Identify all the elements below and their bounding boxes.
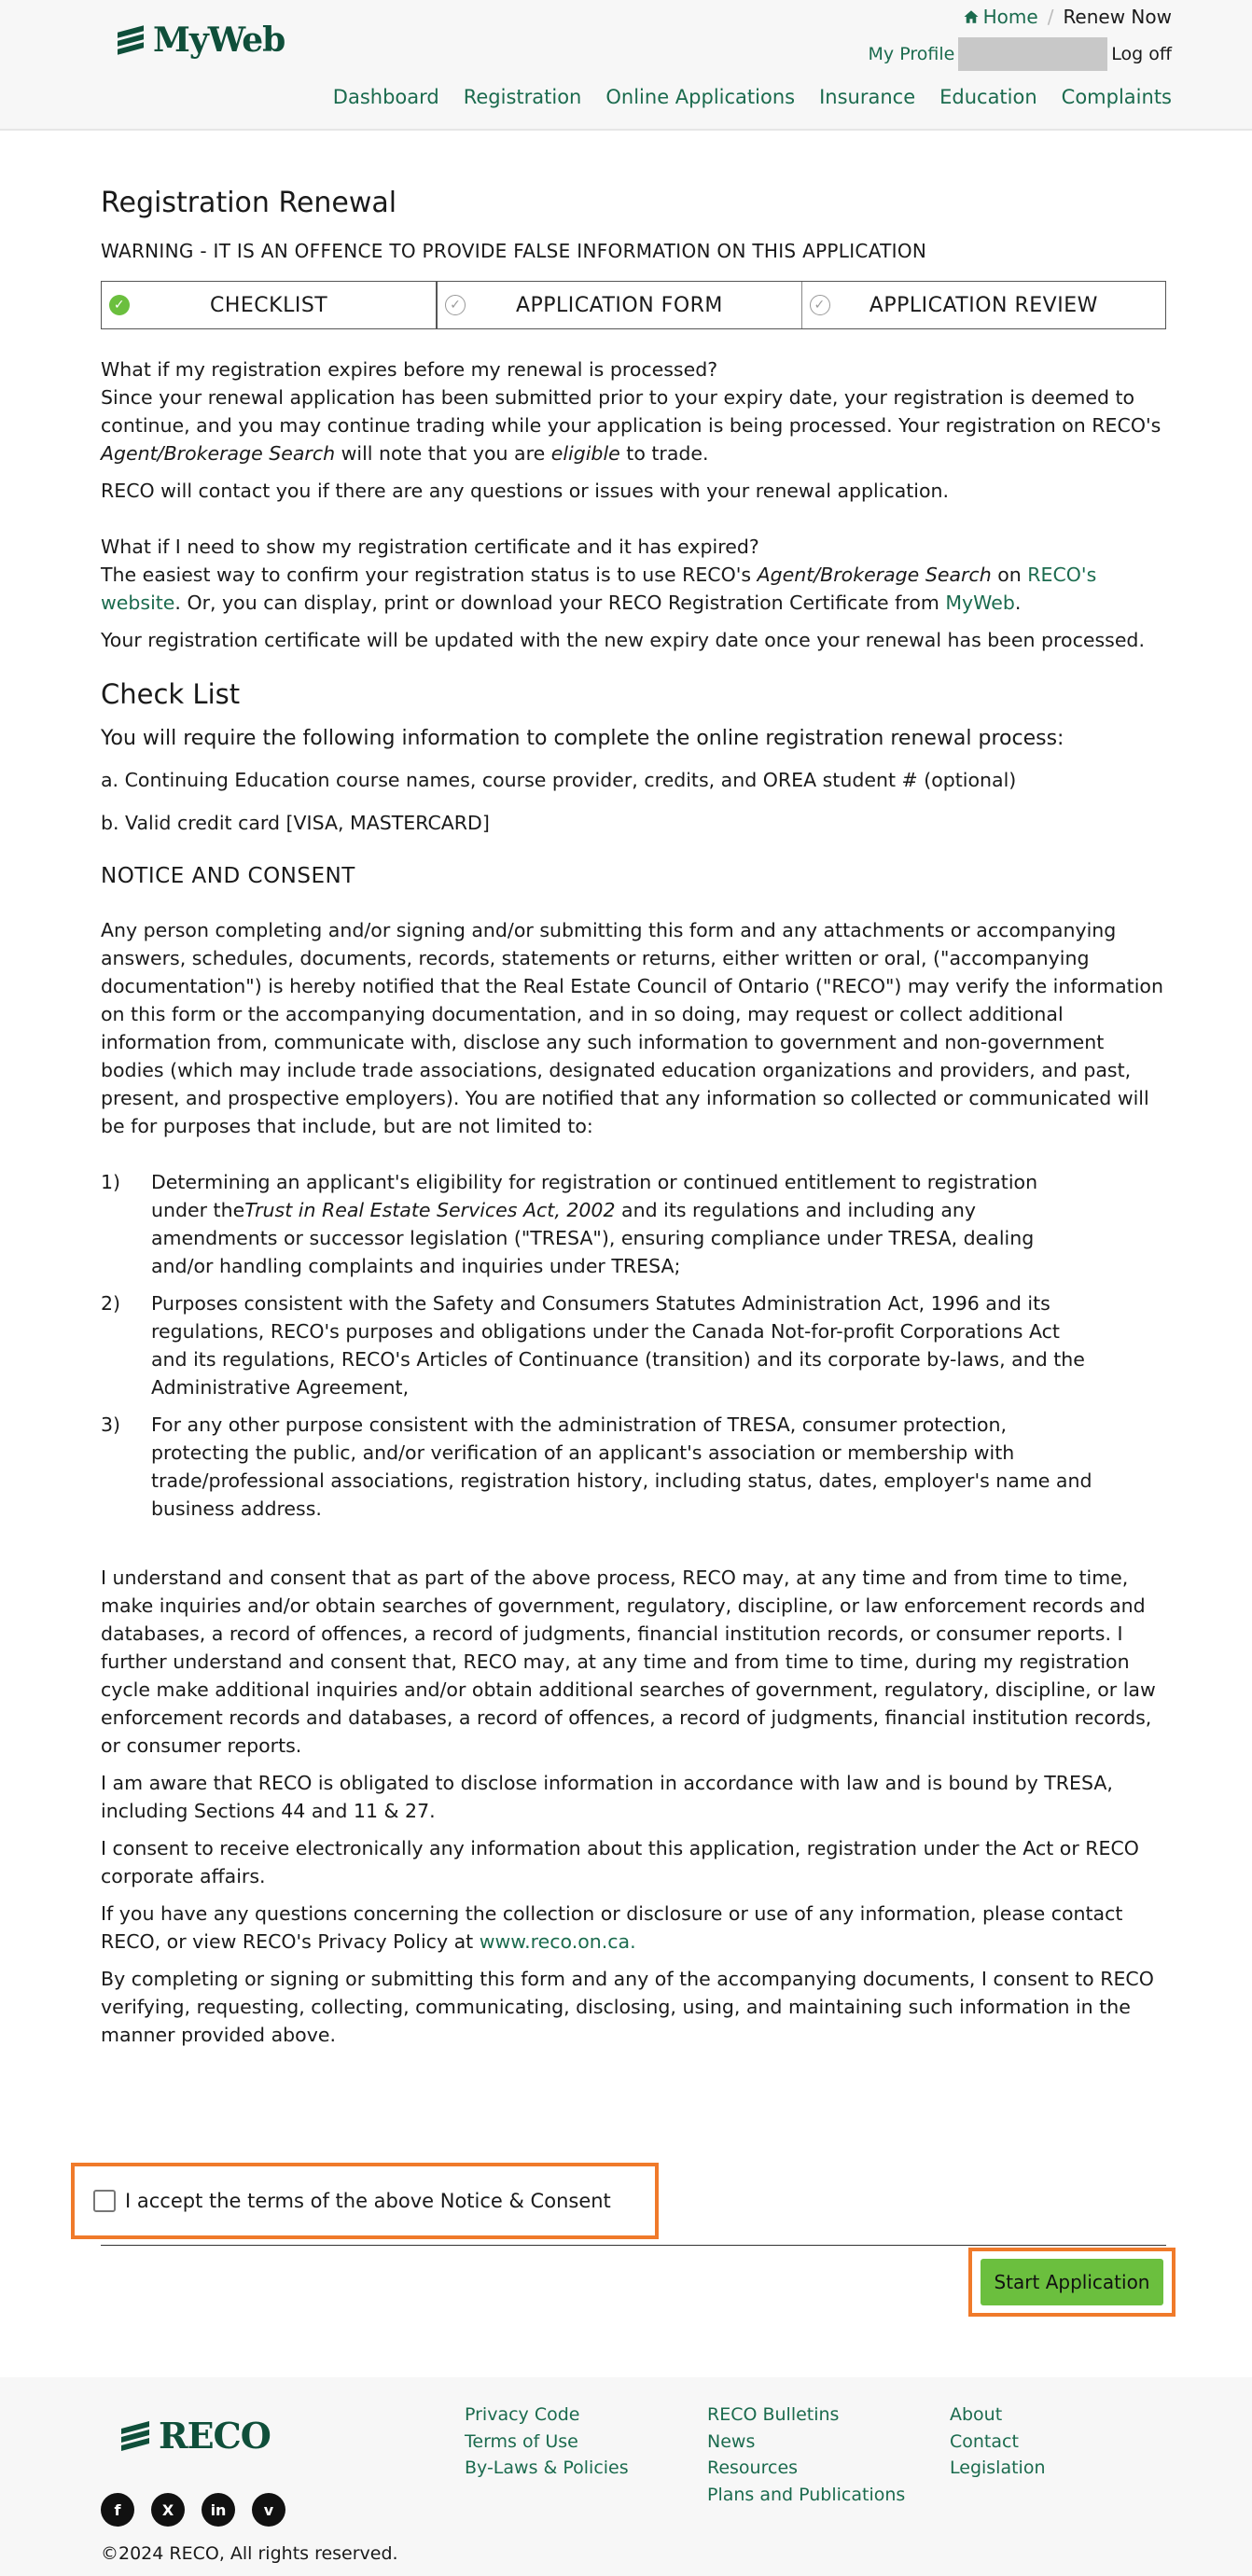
reco-logo[interactable] — [121, 2415, 271, 2457]
purposes-list — [101, 1168, 1166, 1523]
logo-mark-icon — [118, 29, 144, 51]
x-icon[interactable]: X — [151, 2493, 185, 2527]
checklist-intro: You will require the following information to complete the online registration renewal process: — [101, 727, 1064, 750]
faq1-answer: Since your renewal application has been submitted prior to your expiry date, your registration is deemed to continue, and you may continue trading while your application is being processed. Your registration on RECO's Agent/Brokerage Search will note that you are eligible to trade. — [101, 386, 1162, 465]
social-links — [101, 2493, 285, 2527]
footer-link[interactable]: Contact — [950, 2430, 1019, 2452]
faq2 — [101, 533, 1166, 617]
my-profile-link[interactable]: My Profile — [868, 44, 955, 64]
footer-link[interactable]: By-Laws & Policies — [465, 2458, 629, 2478]
facebook-icon[interactable]: f — [101, 2493, 134, 2527]
reco-site-link[interactable]: www.reco.on.ca. — [479, 1930, 636, 1953]
step-label: APPLICATION REVIEW — [869, 293, 1098, 317]
nav-insurance[interactable]: Insurance — [819, 86, 916, 108]
consent-paragraph-5: By completing or signing or submitting this form and any of the accompanying documents, I consent to RECO verifying, requesting, collecting, communicating, disclosing, using, and maintaining such information in the manner provided above. — [101, 1968, 1154, 2046]
notice-heading: NOTICE AND CONSENT — [101, 864, 355, 888]
footer-logo-text: RECO — [159, 2415, 271, 2457]
footer-link[interactable]: Terms of Use — [465, 2430, 578, 2452]
nav-online-applications[interactable]: Online Applications — [605, 86, 796, 108]
footer-link[interactable]: Plans and Publications — [707, 2484, 906, 2505]
accept-terms-highlight — [71, 2163, 659, 2239]
site-header — [0, 0, 1252, 131]
notice-paragraph: Any person completing and/or signing and/or submitting this form and any attachments or accompanying answers, schedules, documents, records, statements or returns, either written or oral, ("accompanying documentation") is hereby notified that the Real Estate Council of Ontario ("RECO") may verify the information on this form or the accompanying documentation, and in so doing, may request or collect additional information from, communicate with, disclose any such information to government and non-government bodies (which may include trade associations, designated education organizations and providers, and past, present, and prospective employers). You are notified that any information so collected or communicated will be for purposes that include, but are not limited to: — [101, 919, 1163, 1137]
step-label: CHECKLIST — [209, 293, 328, 317]
footer-col-3 — [950, 2403, 1046, 2480]
nav-dashboard[interactable]: Dashboard — [332, 86, 439, 108]
home-icon — [963, 8, 980, 25]
list-item: 3) For any other purpose consistent with the administration of TRESA, consumer protection, protecting the public, and/or verification of an applicant's association or membership with trade/professional associations, registration history, including status, dates, employer's name and business address. — [101, 1413, 1092, 1520]
breadcrumb-home[interactable] — [963, 6, 1038, 28]
faq2-answer: The easiest way to confirm your registration status is to use RECO's Agent/Brokerage Search on RECO's website. Or, you can display, print or download your RECO Registration Certificate from MyWeb. — [101, 564, 1097, 614]
consent-paragraph-3: I consent to receive electronically any information about this application, registration under the Act or RECO corporate affairs. — [101, 1837, 1139, 1887]
vimeo-icon[interactable]: v — [252, 2493, 285, 2527]
step-application-form — [438, 282, 801, 328]
footer-col-2 — [707, 2403, 905, 2506]
step-label: APPLICATION FORM — [515, 293, 723, 317]
consent-paragraph-2: I am aware that RECO is obligated to disclose information in accordance with law and is bound by TRESA, including Sections 44 and 11 & 27. — [101, 1772, 1113, 1822]
step-application-review — [802, 282, 1165, 328]
breadcrumb-current: Renew Now — [1063, 6, 1172, 28]
breadcrumb-separator: / — [1047, 6, 1054, 28]
footer-link[interactable]: Resources — [707, 2458, 799, 2478]
consent-paragraph-1: I understand and consent that as part of the above process, RECO may, at any time and from time to time, make inquiries and/or obtain searches of government, regulatory, discipline, or law enforcement records and databases, a record of offences, a record of judgments, financial institution records, or consumer reports. I further understand and consent that, RECO may, at any time and from time to time, during my registration cycle make additional inquiries and/or obtain additional searches of government, regulatory, discipline, or law enforcement records and databases, a record of offences, a record of judgments, financial institution records, or consumer reports. — [101, 1566, 1156, 1757]
warning-text: WARNING - IT IS AN OFFENCE TO PROVIDE FALSE INFORMATION ON THIS APPLICATION — [101, 240, 927, 262]
linkedin-icon[interactable]: in — [202, 2493, 235, 2527]
check-circle-icon: ✓ — [109, 295, 130, 315]
nav-education[interactable]: Education — [939, 86, 1037, 108]
footer-link[interactable]: Legislation — [950, 2458, 1046, 2478]
faq1-question: What if my registration expires before my renewal is processed? — [101, 358, 718, 381]
checklist-heading: Check List — [101, 678, 241, 710]
list-item: 1) Determining an applicant's eligibility for registration or continued entitlement to registration under theTrust in Real Estate Services Act, 2002 and its regulations and including any amendments or successor legislation ("TRESA"), ensuring compliance under TRESA, dealing and/or handling complaints and inquiries under TRESA; — [101, 1171, 1038, 1277]
footer-link[interactable]: RECO Bulletins — [707, 2404, 840, 2425]
nav-complaints[interactable]: Complaints — [1061, 86, 1172, 108]
accept-terms-label[interactable]: I accept the terms of the above Notice & Consent — [125, 2190, 611, 2212]
footer-link[interactable]: About — [950, 2404, 1003, 2425]
progress-steps — [101, 281, 1166, 329]
start-application-button[interactable]: Start Application — [981, 2259, 1163, 2305]
myweb-link[interactable]: MyWeb — [945, 592, 1015, 614]
check-circle-outline-icon: ✓ — [445, 295, 466, 315]
faq1 — [101, 355, 1166, 467]
main-nav — [333, 86, 1172, 108]
logo-mark-icon — [121, 2425, 149, 2447]
site-footer — [0, 2377, 1252, 2576]
breadcrumb-home-label: Home — [982, 6, 1038, 28]
faq1-contact: RECO will contact you if there are any questions or issues with your renewal application. — [101, 480, 950, 502]
logoff-link[interactable]: Log off — [1111, 44, 1172, 64]
copyright: ©2024 RECO, All rights reserved. — [101, 2543, 398, 2564]
reco-website-link[interactable]: RECO's website — [101, 564, 1097, 614]
main-content — [101, 187, 1166, 2058]
breadcrumb — [963, 6, 1172, 28]
faq2-question: What if I need to show my registration certificate and it has expired? — [101, 536, 759, 558]
start-application-highlight — [968, 2248, 1175, 2317]
footer-link[interactable]: Privacy Code — [465, 2404, 580, 2425]
check-circle-outline-icon: ✓ — [810, 295, 830, 315]
nav-registration[interactable]: Registration — [463, 86, 582, 108]
myweb-logo[interactable] — [118, 21, 285, 60]
page-title: Registration Renewal — [101, 187, 397, 219]
logo-text: MyWeb — [153, 21, 285, 60]
accept-terms-checkbox[interactable] — [93, 2190, 116, 2212]
checklist-item-b: b. Valid credit card [VISA, MASTERCARD] — [101, 812, 490, 834]
consent-paragraph-4: If you have any questions concerning the collection or disclosure or use of any information, please contact RECO, or view RECO's Privacy Policy at www.reco.on.ca. — [101, 1902, 1123, 1953]
profile-bar — [869, 37, 1172, 71]
footer-col-1 — [465, 2403, 629, 2480]
checklist-item-a: a. Continuing Education course names, course provider, credits, and OREA student # (optional) — [101, 769, 1017, 791]
step-checklist — [102, 282, 438, 328]
redacted-username — [958, 37, 1107, 71]
faq2-update: Your registration certificate will be updated with the new expiry date once your renewal has been processed. — [101, 629, 1145, 651]
footer-link[interactable]: News — [707, 2430, 756, 2452]
list-item: 2) Purposes consistent with the Safety and Consumers Statutes Administration Act, 1996 and its regulations, RECO's purposes and obligations under the Canada Not-for-profit Corporations Act and its regulations, RECO's Articles of Continuance (transition) and its corporate by-laws, and the Administrative Agreement, — [101, 1292, 1085, 1399]
divider — [101, 2245, 1166, 2246]
